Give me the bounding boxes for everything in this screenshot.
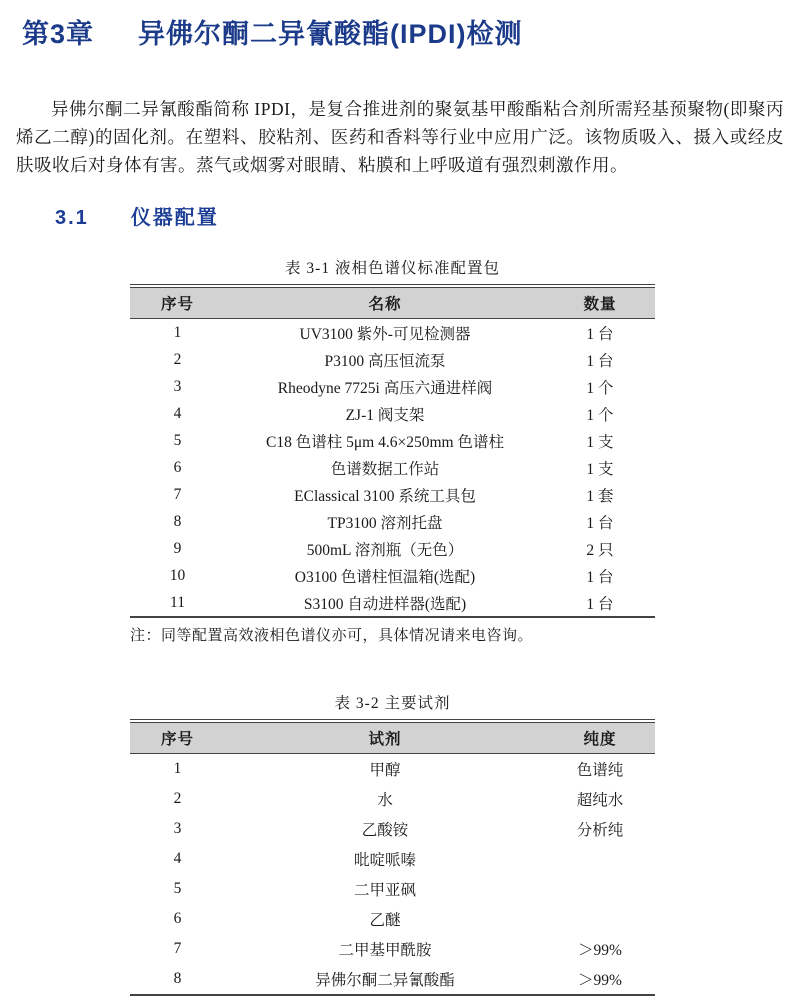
section-title: 仪器配置 bbox=[130, 207, 219, 229]
table-row bbox=[130, 589, 655, 617]
table-row bbox=[130, 784, 655, 814]
table-cell bbox=[545, 844, 655, 874]
table-cell: 异佛尔酮二异氰酸酯 bbox=[315, 972, 455, 989]
reagent-table bbox=[130, 722, 655, 996]
table-cell: 5 bbox=[173, 880, 182, 897]
table-cell: 水 bbox=[377, 792, 393, 809]
column-header-quantity: 数量 bbox=[583, 296, 617, 313]
table-row bbox=[130, 427, 655, 454]
table-cell: 3 bbox=[173, 377, 182, 395]
reagent-table-block bbox=[130, 691, 655, 996]
table-row bbox=[130, 508, 655, 535]
table-cell: 500mL 溶剂瓶（无色） bbox=[306, 541, 464, 559]
table-cell: 色谱纯 bbox=[576, 762, 624, 779]
table-cell: P3100 高压恒流泵 bbox=[324, 352, 446, 370]
table1-caption: 表 3-1 液相色谱仪标准配置包 bbox=[285, 260, 500, 277]
table-cell: 1 支 bbox=[586, 460, 614, 478]
table2-top-rule bbox=[130, 719, 655, 996]
chapter-number: 第3章 bbox=[22, 19, 95, 49]
table-cell: 4 bbox=[173, 850, 182, 867]
table-cell: ＞99% bbox=[578, 942, 622, 959]
table1-note: 注：同等配置高效液相色谱仪亦可，具体情况请来电咨询。 bbox=[130, 628, 534, 644]
table-row bbox=[130, 400, 655, 427]
table-cell: 色谱数据工作站 bbox=[330, 460, 440, 478]
table-row bbox=[130, 562, 655, 589]
table-cell: TP3100 溶剂托盘 bbox=[327, 514, 443, 532]
section-number: 3.1 bbox=[55, 207, 89, 229]
table-cell: 10 bbox=[169, 566, 186, 584]
table-cell: C18 色谱柱 5μm 4.6×250mm 色谱柱 bbox=[266, 433, 504, 451]
column-header-purity: 纯度 bbox=[583, 731, 617, 748]
column-header-reagent: 试剂 bbox=[368, 731, 402, 748]
table-cell: 1 台 bbox=[586, 325, 614, 343]
table-cell: UV3100 紫外-可见检测器 bbox=[299, 325, 471, 343]
table-row bbox=[130, 535, 655, 562]
table-cell: 6 bbox=[173, 458, 182, 476]
table-cell: 超纯水 bbox=[576, 792, 624, 809]
table-cell: EClassical 3100 系统工具包 bbox=[294, 487, 476, 505]
intro-paragraph: 异佛尔酮二异氰酸酯简称 IPDI，是复合推进剂的聚氨基甲酸酯粘合剂所需羟基预聚物(即聚丙烯乙二醇)的固化剂。在塑料、胶粘剂、医药和香料等行业中应用广泛。该物质吸入、摄入或经皮肤吸收后对身体有害。蒸气或烟雾对眼睛、粘膜和上呼吸道有强烈刺激作用。 bbox=[16, 99, 784, 175]
table-cell: 4 bbox=[173, 404, 182, 422]
table-cell: 2 bbox=[173, 790, 182, 807]
table1-top-rule bbox=[130, 284, 655, 618]
table-cell: 2 只 bbox=[586, 541, 614, 559]
table-row bbox=[130, 481, 655, 508]
table-cell: 2 bbox=[173, 350, 182, 368]
table-cell: 乙醚 bbox=[369, 912, 401, 929]
table2-caption: 表 3-2 主要试剂 bbox=[334, 695, 451, 712]
table-row bbox=[130, 454, 655, 481]
table-cell: 1 个 bbox=[586, 379, 614, 397]
table-cell: 1 台 bbox=[586, 514, 614, 532]
table-cell: 吡啶哌嗪 bbox=[353, 852, 416, 869]
table-cell: 6 bbox=[173, 910, 182, 927]
table-row bbox=[130, 814, 655, 844]
table-cell: 1 bbox=[173, 760, 182, 777]
table-cell: S3100 自动进样器(选配) bbox=[303, 595, 467, 613]
table-cell: 8 bbox=[173, 512, 182, 530]
table-row bbox=[130, 904, 655, 934]
section-heading bbox=[55, 201, 800, 230]
table-row bbox=[130, 319, 655, 347]
table-row bbox=[130, 754, 655, 785]
table-cell: 1 套 bbox=[586, 487, 614, 505]
table-cell: 1 个 bbox=[586, 406, 614, 424]
table-cell bbox=[545, 904, 655, 934]
table-cell: Rheodyne 7725i 高压六通进样阀 bbox=[277, 379, 493, 397]
chapter-heading bbox=[22, 12, 800, 51]
table-cell: 7 bbox=[173, 940, 182, 957]
table-cell: O3100 色谱柱恒温箱(选配) bbox=[294, 568, 476, 586]
table-cell: ＞99% bbox=[578, 972, 622, 989]
table-cell: 3 bbox=[173, 820, 182, 837]
table-cell: 11 bbox=[170, 593, 185, 611]
table-row bbox=[130, 373, 655, 400]
table-cell: 分析纯 bbox=[576, 822, 624, 839]
column-header-index: 序号 bbox=[160, 296, 194, 313]
table-cell bbox=[545, 874, 655, 904]
table-row bbox=[130, 874, 655, 904]
table-cell: 二甲亚砜 bbox=[353, 882, 416, 899]
table-cell: 1 台 bbox=[586, 568, 614, 586]
table-header-row bbox=[130, 288, 655, 319]
table-row bbox=[130, 844, 655, 874]
table-row bbox=[130, 934, 655, 964]
column-header-index: 序号 bbox=[160, 731, 194, 748]
table-cell: 9 bbox=[173, 539, 182, 557]
table-cell: 1 台 bbox=[586, 595, 614, 613]
equipment-table-block bbox=[130, 256, 655, 645]
column-header-name: 名称 bbox=[368, 296, 402, 313]
table-row bbox=[130, 964, 655, 995]
table-row bbox=[130, 346, 655, 373]
table-header-row bbox=[130, 723, 655, 754]
chapter-title: 异佛尔酮二异氰酸酯(IPDI)检测 bbox=[138, 19, 523, 49]
table-cell: 5 bbox=[173, 431, 182, 449]
table-cell: 1 支 bbox=[586, 433, 614, 451]
equipment-table bbox=[130, 287, 655, 618]
table-cell: 1 台 bbox=[586, 352, 614, 370]
table-cell: 乙酸铵 bbox=[361, 822, 409, 839]
table-cell: 甲醇 bbox=[369, 762, 401, 779]
table-cell: 二甲基甲酰胺 bbox=[338, 942, 432, 959]
table-cell: ZJ-1 阀支架 bbox=[345, 406, 425, 424]
table-cell: 8 bbox=[173, 970, 182, 987]
table-cell: 1 bbox=[173, 323, 182, 341]
table-cell: 7 bbox=[173, 485, 182, 503]
